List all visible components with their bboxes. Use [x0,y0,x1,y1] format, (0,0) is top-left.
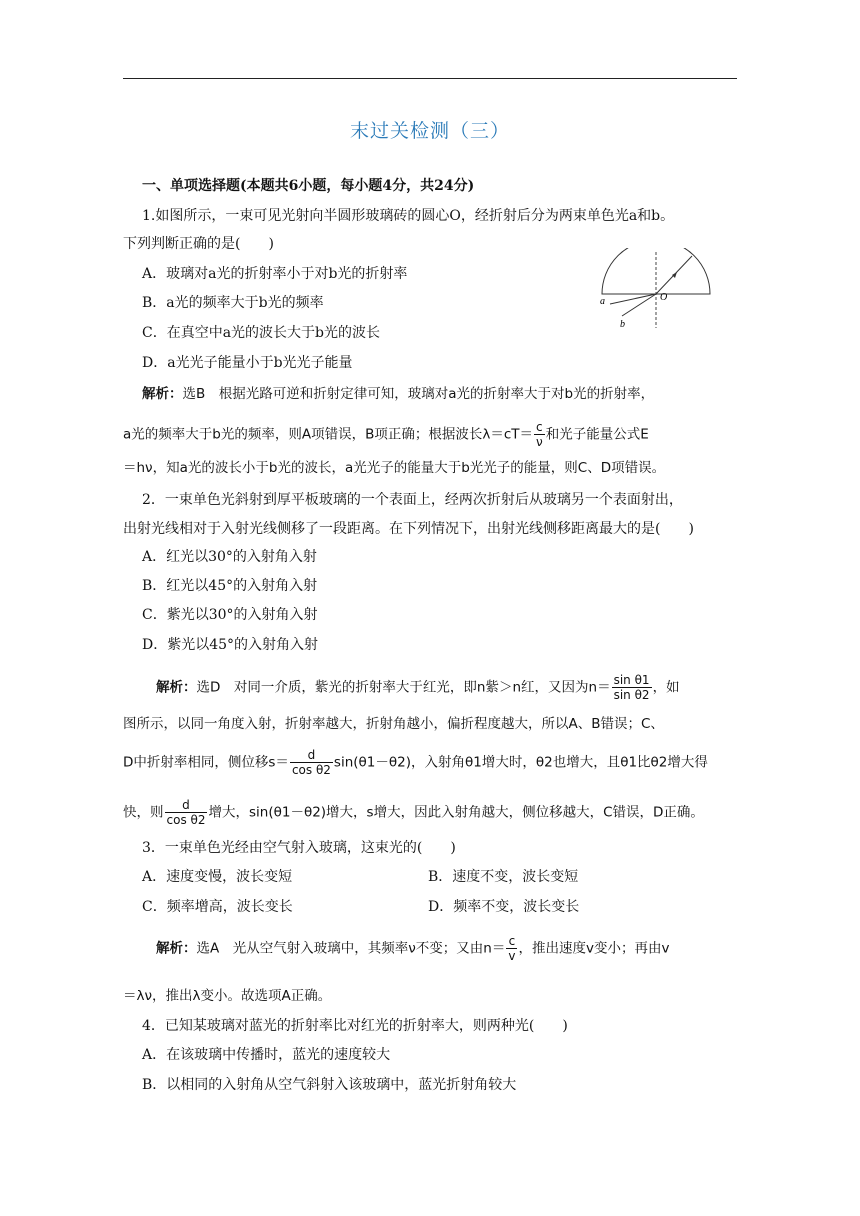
q4-stem-line1: 4．已知某玻璃对蓝光的折射率比对红光的折射率大，则两种光( ) [142,1018,568,1034]
q3-option-d: D．频率不变，波长变长 [428,899,580,915]
q2-analysis-line2: 图所示，以同一角度入射，折射率越大，折射角越小，偏折程度越大，所以A、B错误；C、 [123,716,664,732]
section-heading: 一、单项选择题(本题共6小题，每小题4分，共24分) [142,178,475,194]
analysis-label: 解析： [142,386,183,402]
analysis-label: 解析： [156,940,197,957]
page-title: 末过关检测（三） [349,120,510,142]
q1-analysis-line1: 解析：选B 根据光路可逆和折射定律可知，玻璃对a光的折射率大于对b光的折射率， [142,386,655,402]
analysis-label: 解析： [156,679,197,696]
q2-option-a: A．红光以30°的入射角入射 [142,549,317,565]
q1-stem-line2: 下列判断正确的是( ) [123,236,274,252]
q2-option-b: B．红光以45°的入射角入射 [142,578,318,594]
q3-analysis-line2: ＝λν，推出λ变小。故选项A正确。 [123,988,332,1004]
q3-analysis-line1: 解析：选A 光从空气射入玻璃中，其频率ν不变；又由n＝ $\frac{c}{v}$ ，推出速度v变小；再由v [156,934,670,963]
q3-option-a: A．速度变慢，波长变短 [142,869,293,885]
q1-stem-line1: 1.如图所示，一束可见光射向半圆形玻璃砖的圆心O，经折射后分为两束单色光a和b。 [142,208,675,224]
q2-analysis-line3: D中折射率相同，侧位移s＝ $\frac{d}{\text{cos θ2}}$ sin(θ1－θ2)，入射角θ1增大时，θ2也增大，且θ1比θ2增大得 [123,748,708,777]
q2-option-d: D．紫光以45°的入射角入射 [142,637,319,653]
fraction: $\frac{c}{\nu}$ [536,420,543,449]
fraction: $\frac{\text{sin θ1}}{\text{sin θ2}}$ [613,673,650,702]
q4-option-a: A．在该玻璃中传播时，蓝光的速度较大 [142,1047,391,1063]
q1-option-a: A．玻璃对a光的折射率小于对b光的折射率 [142,266,408,282]
label-b: b [620,319,625,330]
q3-stem-line1: 3．一束单色光经由空气射入玻璃，这束光的( ) [142,840,456,856]
header-rule [123,78,737,79]
q1-option-c: C．在真空中a光的波长大于b光的波长 [142,325,381,341]
q1-analysis-line3: ＝hν，知a光的波长小于b光的波长，a光光子的能量大于b光光子的能量，则C、D项错误。 [123,460,666,476]
q1-option-d: D．a光光子能量小于b光光子能量 [142,355,353,371]
q2-analysis-line4: 快，则 $\frac{d}{\text{cos θ2}}$ 增大，sin(θ1－θ2)增大，s增大，因此入射角越大，侧位移越大，C错误，D正确。 [123,798,704,827]
q3-option-c: C．频率增高，波长变长 [142,899,293,915]
q2-stem-line1: 2．一束单色光斜射到厚平板玻璃的一个表面上，经两次折射后从玻璃另一个表面射出， [142,492,683,508]
q3-option-b: B．速度不变，波长变短 [428,869,579,885]
q4-option-b: B．以相同的入射角从空气斜射入该玻璃中，蓝光折射角较大 [142,1077,517,1093]
label-a: a [600,296,605,307]
fraction: $\frac{d}{\text{cos θ2}}$ [291,748,331,777]
semicircle-refraction-figure [592,248,720,330]
q2-option-c: C．紫光以30°的入射角入射 [142,607,318,623]
fraction: $\frac{d}{\text{cos θ2}}$ [166,798,206,827]
q2-analysis-line1: 解析：选D 对同一介质，紫光的折射率大于红光，即n紫＞n红，又因为n＝ $\frac{\text{sin θ1}}{\text{sin θ2}}$ ，如 [156,673,680,702]
fraction: $\frac{c}{v}$ [508,934,516,963]
label-o: O [660,292,668,303]
q1-analysis-line2: a光的频率大于b光的频率，则A项错误，B项正确；根据波长λ＝cT＝ $\frac{c}{\nu}$ 和光子能量公式E [123,420,649,449]
q2-stem-line2: 出射光线相对于入射光线侧移了一段距离。在下列情况下，出射光线侧移距离最大的是( ) [123,521,694,537]
q1-option-b: B．a光的频率大于b光的频率 [142,295,324,311]
